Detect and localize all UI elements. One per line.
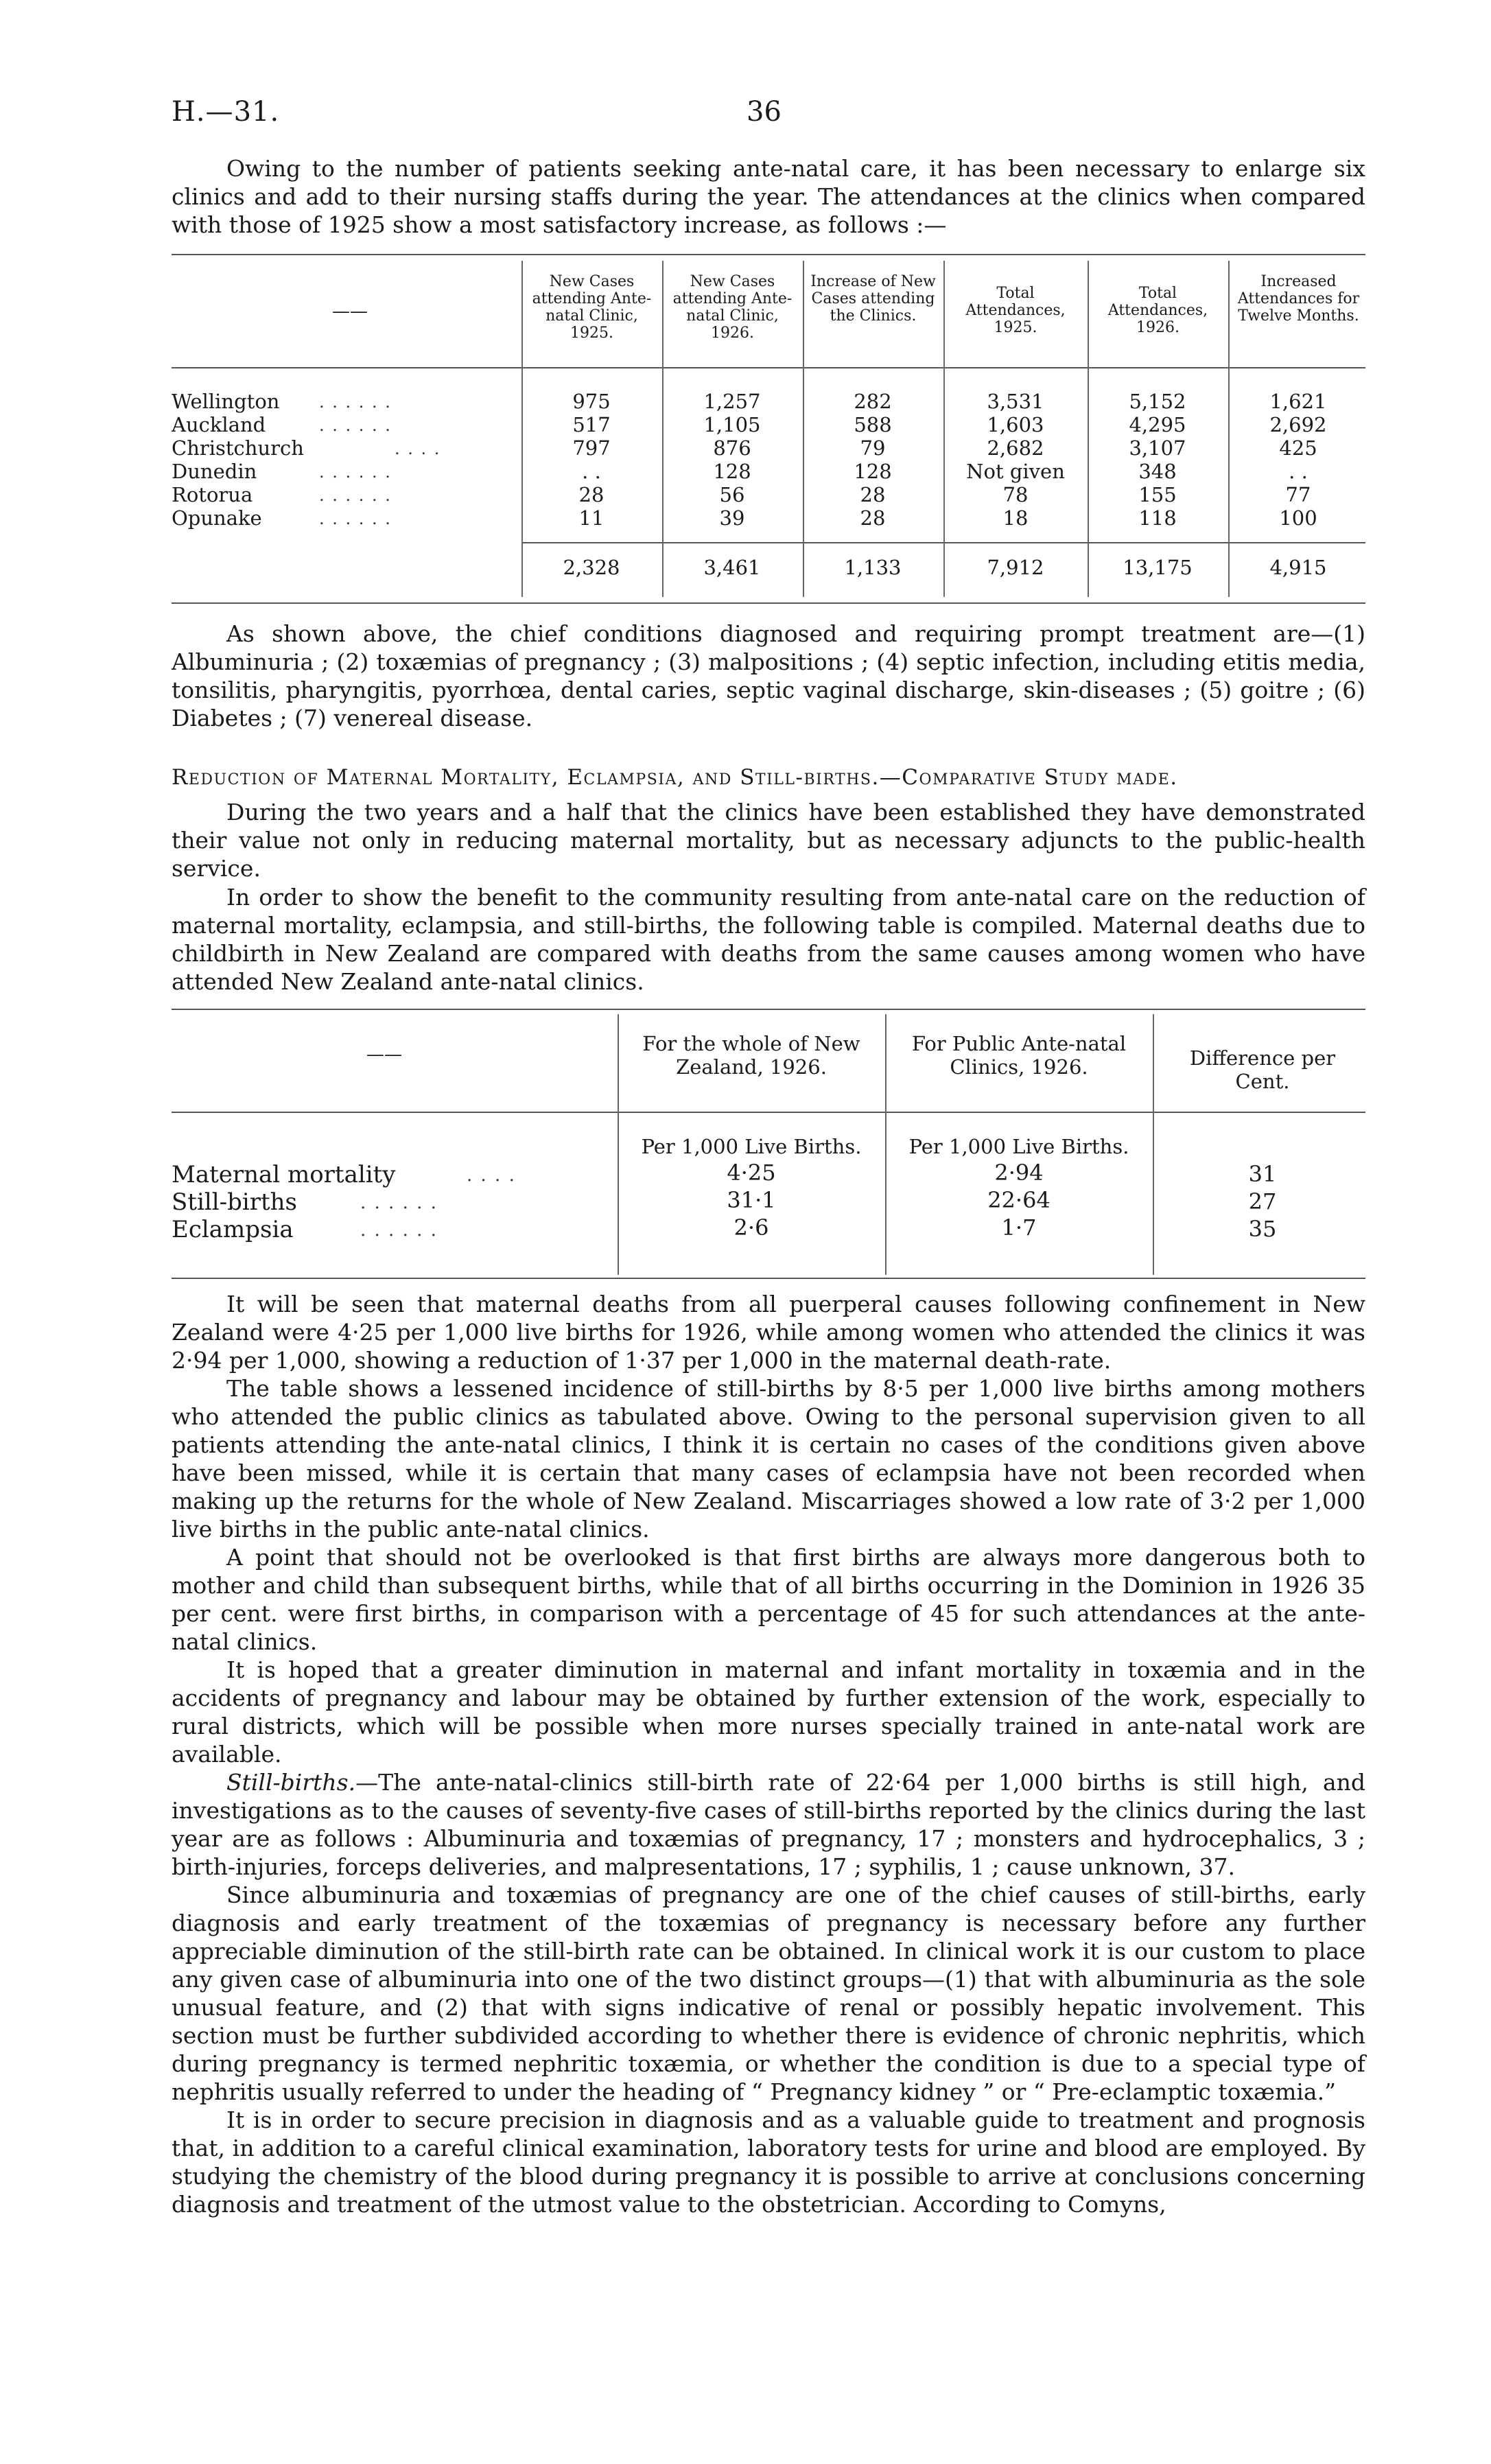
table-cell: 18 <box>1002 506 1029 530</box>
table-corner: —— <box>366 1044 402 1065</box>
page-number: 36 <box>747 96 782 128</box>
table-cell: 4,295 <box>1129 413 1186 436</box>
row-label: Wellington <box>172 390 280 413</box>
table-top-rule <box>172 254 1365 255</box>
table-cell: 975 <box>572 390 611 413</box>
table-row <box>172 506 1365 530</box>
table-cell: 27 <box>1248 1188 1277 1215</box>
table-cell: 35 <box>1248 1216 1277 1242</box>
row-label: Eclampsia <box>172 1216 294 1243</box>
table-cell: 1,621 <box>1269 390 1327 413</box>
table-cell: 348 <box>1138 460 1177 483</box>
table-row <box>172 436 1365 460</box>
table-cell: 517 <box>572 413 611 436</box>
leader-dots: . . . . . . <box>319 486 392 505</box>
column-divider <box>1153 1014 1154 1275</box>
mortality-comparison-table <box>172 1009 1365 1283</box>
body-paragraphs <box>172 1290 1365 2218</box>
table-cell: . . <box>1289 460 1308 483</box>
table-cell: 588 <box>854 413 892 436</box>
leader-dots: . . . . . . <box>360 1193 438 1213</box>
totals-row <box>172 556 1365 579</box>
leader-dots: . . . . . . <box>319 392 392 412</box>
paragraph: It will be seen that maternal deaths from all puerperal causes following confinement in New Zealand were 4·25 per 1,000 live births for 1926, while among women who attended the clinics it was 2·94 per 1,000, showing a reduction of 1·37 per 1,000 in the maternal death-rate. <box>172 1291 1365 1374</box>
leader-dots: . . . . . . <box>360 1220 438 1241</box>
leader-dots: . . . . . . <box>319 416 392 435</box>
total-cell: 13,175 <box>1123 556 1193 579</box>
total-cell: 1,133 <box>844 556 902 579</box>
unit-label: Per 1,000 Live Births. <box>641 1135 862 1158</box>
table-cell: 2,692 <box>1269 413 1327 436</box>
column-header: Increase of New Cases attending the Clinics. <box>810 273 936 325</box>
column-header: New Cases attending Ante-natal Clinic, 1925. <box>532 273 652 342</box>
column-divider <box>618 1014 619 1275</box>
table-cell: 31·1 <box>727 1187 776 1213</box>
leader-dots: . . . . <box>467 1165 516 1186</box>
row-label: Maternal mortality <box>172 1161 396 1188</box>
total-cell: 2,328 <box>563 556 620 579</box>
table-cell: 28 <box>578 483 604 506</box>
paragraph: A point that should not be overlooked is that first births are always more dangerous both to mother and child than subsequent births, while that of all births occurring in the Dominion in 1926 35 per cent. were first births, in comparison with a percentage of 45 for such attendances at the ante-natal clinics. <box>172 1544 1365 1655</box>
table-cell: . . <box>582 460 601 483</box>
table-cell: 100 <box>1279 506 1317 530</box>
table-header-rule <box>172 1112 1365 1113</box>
row-label: Opunake <box>172 506 262 530</box>
in-order-paragraph: In order to show the benefit to the community resulting from ante-natal care on the reduction of maternal mortality, eclampsia, and still-births, the following table is compiled. Maternal deaths due to childbirth in New Zealand are compared with deaths from the same causes among women who have attended New Zealand ante-natal clinics. <box>172 884 1365 995</box>
table-cell: 118 <box>1138 506 1177 530</box>
table-cell: 1,603 <box>987 413 1044 436</box>
table-cell: 39 <box>719 506 745 530</box>
table-cell: 79 <box>860 436 886 460</box>
table-top-rule <box>172 1009 1365 1010</box>
column-header: For Public Ante-natal Clinics, 1926. <box>911 1032 1127 1079</box>
column-divider <box>885 1014 887 1275</box>
table-cell: 2·6 <box>733 1215 769 1241</box>
table-cell: 1,105 <box>703 413 761 436</box>
table-cell: 2·94 <box>994 1160 1044 1186</box>
row-label: Dunedin <box>172 460 257 483</box>
paragraph: The table shows a lessened incidence of still-births by 8·5 per 1,000 live births among mothers who attended the public clinics as tabulated above. Owing to the personal supervision given to all patients attending the ante-natal clinics, I think it is certain no cases of the conditions given above have been missed, while it is certain that many cases of eclampsia have not been recorded when making up the returns for the whole of New Zealand. Miscarriages showed a low rate of 3·2 per 1,000 live births in the public ante-natal clinics. <box>172 1375 1365 1542</box>
still-births-label: Still-births. <box>226 1769 356 1796</box>
table-bottom-rule <box>172 602 1365 604</box>
column-header: Total Attendances, 1925. <box>965 285 1066 336</box>
table-cell: 4·25 <box>727 1160 776 1186</box>
leader-dots: . . . . . . <box>319 509 392 528</box>
table-header-rule <box>172 367 1365 368</box>
table-row <box>172 390 1365 413</box>
table-cell: 5,152 <box>1129 390 1186 413</box>
table-cell: 128 <box>854 460 892 483</box>
table-cell: 78 <box>1002 483 1029 506</box>
total-cell: 7,912 <box>987 556 1044 579</box>
paragraph: It is hoped that a greater diminution in maternal and infant mortality in toxæmia and in the accidents of pregnancy and labour may be obtained by further extension of the work, especially to rural districts, which will be possible when more nurses specially trained in ante-natal work are available. <box>172 1656 1365 1768</box>
table-cell: 11 <box>578 506 604 530</box>
table-cell: 22·64 <box>987 1187 1050 1213</box>
table-row <box>172 460 1365 483</box>
table-cell: 56 <box>719 483 745 506</box>
column-header: Increased Attendances for Twelve Months. <box>1237 273 1360 325</box>
row-label: Christchurch <box>172 436 304 460</box>
total-cell: 3,461 <box>703 556 761 579</box>
row-label: Still-births <box>172 1188 297 1216</box>
column-header: New Cases attending Ante-natal Clinic, 1926. <box>672 273 793 342</box>
column-header: For the whole of New Zealand, 1926. <box>642 1032 860 1079</box>
table-cell: 1·7 <box>1001 1215 1037 1241</box>
leader-dots: . . . . <box>395 439 441 458</box>
section-heading: Reduction of Maternal Mortality, Eclampsia, and Still-births.—Comparative Study made. <box>172 765 1178 790</box>
table-cell: 2,682 <box>987 436 1044 460</box>
column-header: Total Attendances, 1926. <box>1107 285 1208 336</box>
table-cell: 1,257 <box>703 390 761 413</box>
table-cell: Not given <box>966 460 1065 483</box>
report-reference: H.—31. <box>172 96 280 128</box>
still-births-paragraph <box>172 1768 1365 1881</box>
conditions-paragraph: As shown above, the chief conditions diagnosed and requiring prompt treatment are—(1) Albuminuria ; (2) toxæmias of pregnancy ; (3) malpositions ; (4) septic infection, including etitis media, tonsilitis, pharyngitis, pyorrhœa, dental caries, septic vaginal discharge, skin-diseases ; (5) goitre ; (6) Diabetes ; (7) venereal disease. <box>172 620 1365 731</box>
table-cell: 3,531 <box>987 390 1044 413</box>
table-cell: 128 <box>713 460 751 483</box>
attendance-table <box>172 254 1365 604</box>
table-row <box>172 413 1365 436</box>
table-cell: 28 <box>860 483 886 506</box>
leader-dots: . . . . . . <box>319 462 392 482</box>
table-cell: 797 <box>572 436 611 460</box>
table-cell: 31 <box>1248 1161 1277 1187</box>
table-cell: 77 <box>1285 483 1311 506</box>
table-cell: 425 <box>1279 436 1317 460</box>
row-label: Auckland <box>172 413 266 436</box>
paragraph: Since albuminuria and toxæmias of pregnancy are one of the chief causes of still-births, early diagnosis and early treatment of the toxæmias of pregnancy is necessary before any further appreciable diminution of the still-birth rate can be obtained. In clinical work it is our custom to place any given case of albuminuria into one of the two distinct groups—(1) that with albuminuria as the sole unusual feature, and (2) that with signs indicative of renal or possibly hepatic involvement. This section must be further subdivided according to whether there is evidence of chronic nephritis, which during pregnancy is termed nephritic toxæmia, or whether the condition is due to a special type of nephritis usually referred to under the heading of “ Pregnancy kidney ” or “ Pre-eclamptic toxæmia.” <box>172 1881 1365 2105</box>
row-label: Rotorua <box>172 483 253 506</box>
still-births-text: —The ante-natal-clinics still-birth rate of 22·64 per 1,000 births is still high, and investigations as to the causes of seventy-five cases of still-births reported by the clinics during the last year are as follows : Albuminuria and toxæmias of pregnancy, 17 ; monsters and hydrocephalics, 3 ; birth-injuries, forceps deliveries, and malpresentations, 17 ; syphilis, 1 ; cause unknown, 37. <box>172 1769 1365 1880</box>
table-cell: 28 <box>860 506 886 530</box>
two-years-paragraph: During the two years and a half that the clinics have been established they have demonstrated their value not only in reducing maternal mortality, but as necessary adjuncts to the public-health service. <box>172 799 1365 882</box>
table-cell: 282 <box>854 390 892 413</box>
intro-paragraph: Owing to the number of patients seeking ante-natal care, it has been necessary to enlarge six clinics and add to their nursing staffs during the year. The attendances at the clinics when compared with those of 1925 show a most satisfactory increase, as follows :— <box>172 155 1365 238</box>
unit-label: Per 1,000 Live Births. <box>908 1135 1129 1158</box>
table-cell: 876 <box>713 436 751 460</box>
table-cell: 155 <box>1138 483 1177 506</box>
total-cell: 4,915 <box>1269 556 1327 579</box>
table-bottom-rule <box>172 1278 1365 1279</box>
column-header: Difference per Cent. <box>1189 1046 1336 1093</box>
table-cell: 3,107 <box>1129 436 1186 460</box>
paragraph: It is in order to secure precision in diagnosis and as a valuable guide to treatment and prognosis that, in addition to a careful clinical examination, laboratory tests for urine and blood are employed. By studying the chemistry of the blood during pregnancy it is possible to arrive at conclusions concerning diagnosis and treatment of the utmost value to the obstetrician. According to Comyns, <box>172 2107 1365 2218</box>
table-row <box>172 483 1365 506</box>
table-corner: —— <box>332 301 368 322</box>
